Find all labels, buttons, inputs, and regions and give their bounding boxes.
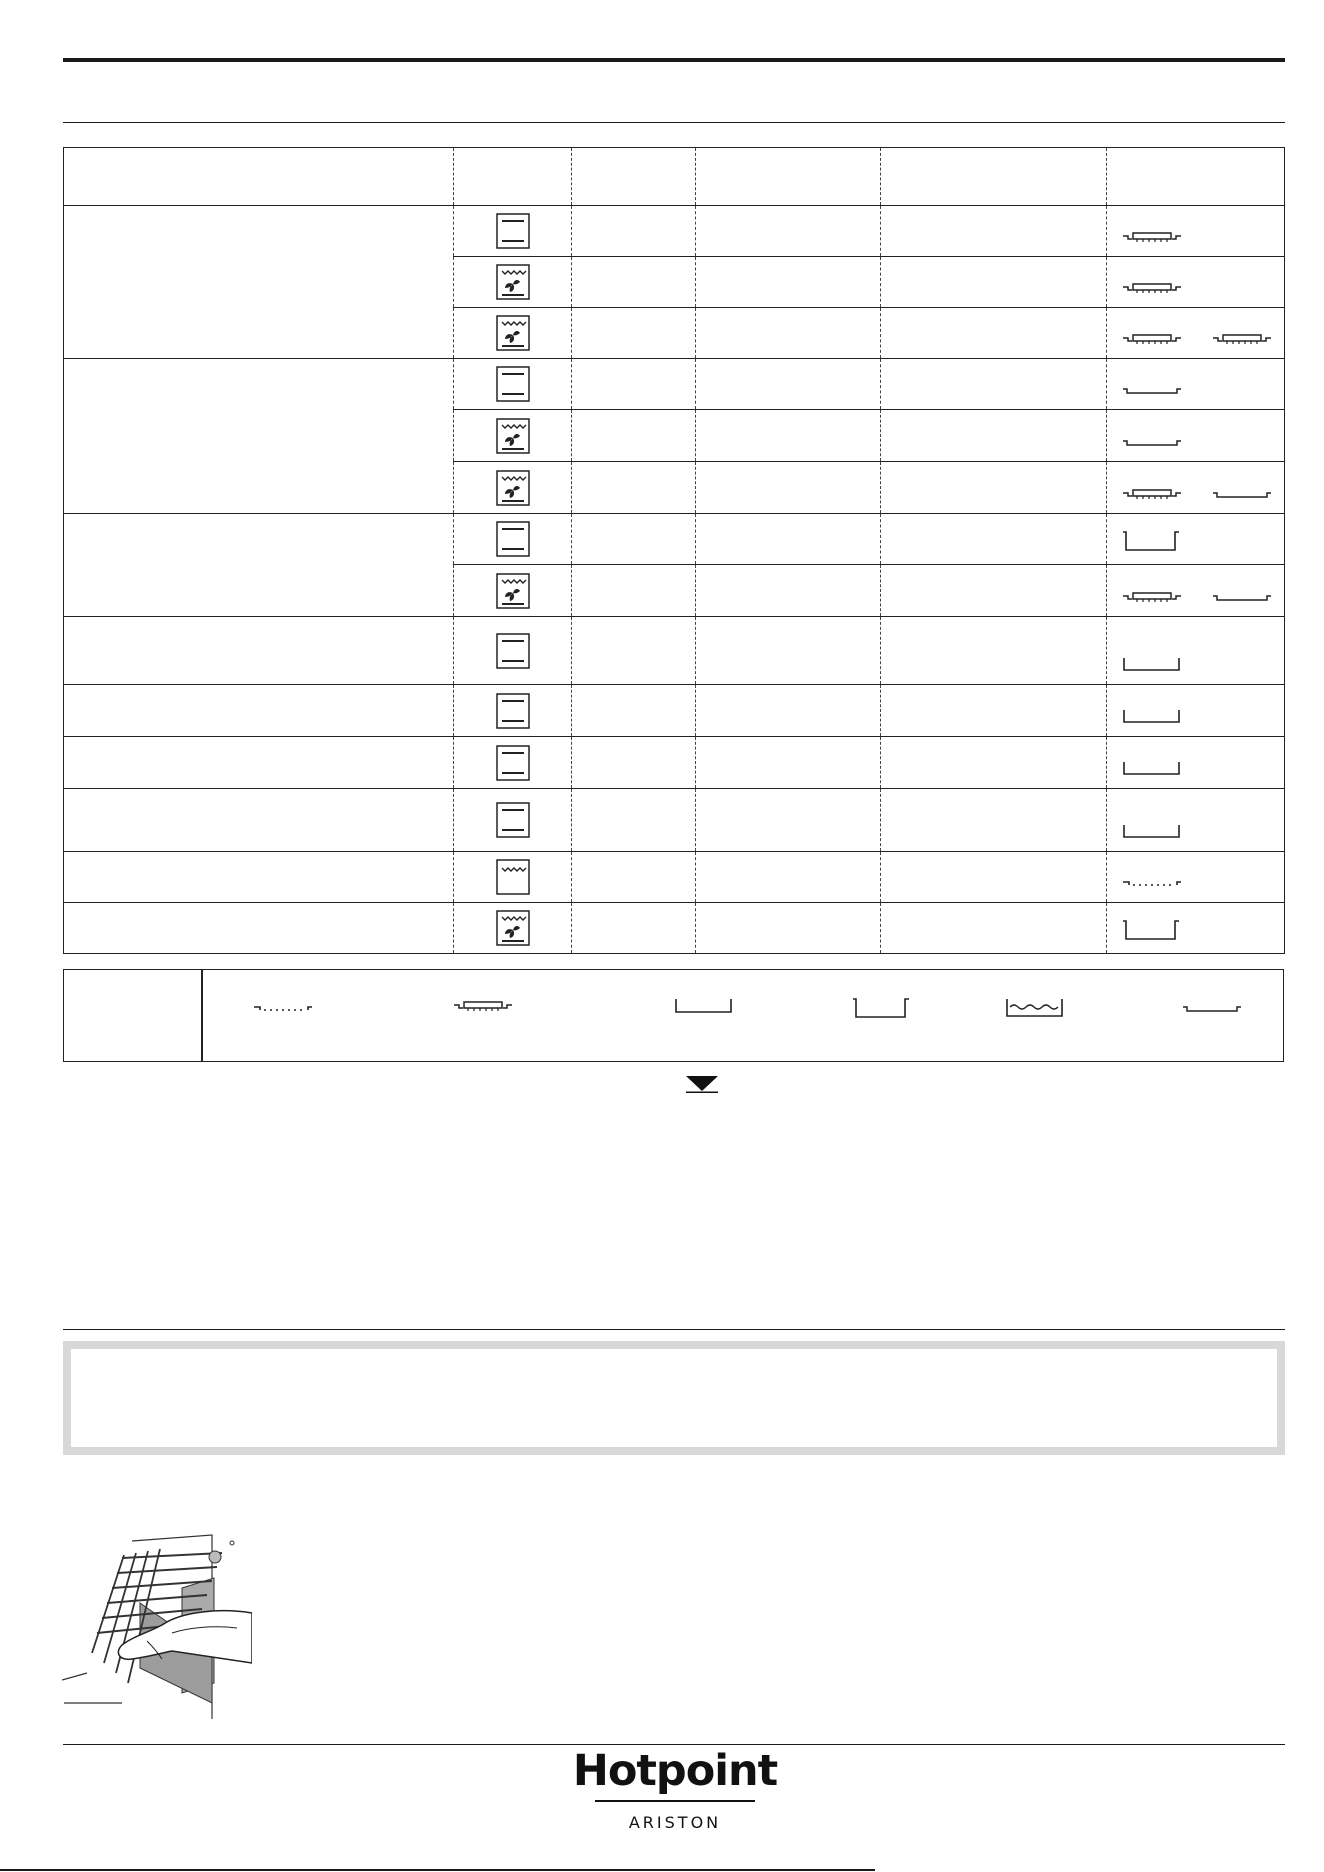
oven-conventional-icon [496,366,530,402]
accessories-cell [1107,359,1285,410]
accessories-cell [1107,685,1285,737]
accessories-cell [1107,852,1285,903]
brand-name: Hotpoint [572,1746,778,1796]
function-cell [454,737,572,789]
header-cell-food [64,148,454,206]
wire-shelf-icon [1121,873,1183,896]
accessories-cell [1107,462,1285,514]
header-cell-temperature [696,148,881,206]
accessory-legend [63,969,1284,1062]
table-row [64,514,1285,565]
oven-fan-assisted-icon [496,418,530,454]
accessories-cell [1107,789,1285,852]
function-cell [454,308,572,359]
down-triangle-icon [686,1076,718,1093]
shallow-pan-icon [1121,655,1183,678]
oven-fan-assisted-icon [496,315,530,351]
preheat-cell [572,737,696,789]
cooking-table [63,147,1285,954]
table-row [64,685,1285,737]
food-cell [64,789,454,852]
function-cell [454,565,572,617]
table-row [64,206,1285,257]
duration-cell [881,359,1107,410]
accessories-cell [1107,410,1285,462]
accessories-cell [1107,308,1285,359]
oven-conventional-icon [496,802,530,838]
shallow-pan-icon [1121,759,1183,782]
duration-cell [881,789,1107,852]
table-row [64,789,1285,852]
duration-cell [881,206,1107,257]
food-cell [64,359,454,514]
function-cell [454,685,572,737]
accessories-cell [1107,737,1285,789]
baking-tray-icon [1121,329,1183,352]
preheat-cell [572,308,696,359]
duration-cell [881,462,1107,514]
table-row [64,359,1285,410]
flat-tray-icon [1121,380,1183,403]
preheat-cell [572,565,696,617]
temperature-cell [696,308,881,359]
food-cell [64,206,454,359]
water-pan-icon [1004,996,1066,1020]
temperature-cell [696,410,881,462]
preheat-cell [572,903,696,954]
duration-cell [881,903,1107,954]
function-cell [454,903,572,954]
note-box [63,1341,1285,1455]
duration-cell [881,514,1107,565]
function-cell [454,852,572,903]
table-header-row [64,148,1285,206]
food-cell [64,685,454,737]
brand-bar [595,1800,755,1802]
top-thin-rule [63,122,1285,123]
duration-cell [881,852,1107,903]
preheat-cell [572,789,696,852]
oven-conventional-icon [496,213,530,249]
brand-subtitle: ARISTON [628,1813,722,1832]
temperature-cell [696,685,881,737]
function-cell [454,206,572,257]
oven-fan-assisted-icon [496,573,530,609]
preheat-cell [572,206,696,257]
shelf-guide-removal-illustration [62,1533,252,1723]
deep-pan-icon [1121,529,1183,558]
section-rule [63,1329,1285,1330]
baking-tray-icon [1121,484,1183,507]
accessories-cell [1107,565,1285,617]
preheat-cell [572,462,696,514]
function-cell [454,257,572,308]
temperature-cell [696,617,881,685]
oven-conventional-icon [496,521,530,557]
baking-tray-icon [452,996,514,1016]
shallow-pan-icon [1121,822,1183,845]
temperature-cell [696,257,881,308]
accessories-cell [1107,617,1285,685]
oven-grill-icon [496,859,530,895]
function-cell [454,359,572,410]
temperature-cell [696,514,881,565]
temperature-cell [696,789,881,852]
food-cell [64,737,454,789]
baking-tray-icon [1121,587,1183,610]
function-cell [454,410,572,462]
function-cell [454,789,572,852]
baking-tray-icon [1211,329,1273,352]
table-row [64,737,1285,789]
flat-tray-icon [1121,432,1183,455]
oven-conventional-icon [496,633,530,669]
bottom-edge-rule [0,1869,875,1871]
accessories-cell [1107,514,1285,565]
duration-cell [881,308,1107,359]
temperature-cell [696,903,881,954]
temperature-cell [696,852,881,903]
header-cell-duration [881,148,1107,206]
shallow-pan-icon [673,996,735,1016]
table-row [64,852,1285,903]
baking-tray-icon [1121,227,1183,250]
temperature-cell [696,359,881,410]
deep-pan-icon [1121,918,1183,947]
shallow-pan-icon [1121,707,1183,730]
function-cell [454,514,572,565]
flat-tray-icon [1181,996,1243,1016]
header-cell-accessories [1107,148,1285,206]
preheat-cell [572,617,696,685]
temperature-cell [696,565,881,617]
temperature-cell [696,206,881,257]
table-row [64,903,1285,954]
function-cell [454,462,572,514]
legend-divider [201,970,203,1061]
baking-tray-icon [1121,278,1183,301]
deep-pan-icon [851,996,913,1020]
oven-fan-assisted-icon [496,910,530,946]
flat-tray-icon [1211,587,1273,610]
duration-cell [881,410,1107,462]
accessories-cell [1107,903,1285,954]
duration-cell [881,565,1107,617]
top-thick-rule [63,58,1285,62]
food-cell [64,852,454,903]
duration-cell [881,737,1107,789]
brand-logo [560,1747,790,1832]
footer-rule [63,1744,1285,1745]
oven-fan-assisted-icon [496,470,530,506]
preheat-cell [572,852,696,903]
preheat-cell [572,359,696,410]
duration-cell [881,685,1107,737]
preheat-cell [572,514,696,565]
preheat-cell [572,410,696,462]
oven-fan-assisted-icon [496,264,530,300]
food-cell [64,903,454,954]
food-cell [64,514,454,617]
table-row [64,617,1285,685]
temperature-cell [696,462,881,514]
preheat-cell [572,685,696,737]
temperature-cell [696,737,881,789]
flat-tray-icon [1211,484,1273,507]
duration-cell [881,257,1107,308]
header-cell-function [454,148,572,206]
preheat-cell [572,257,696,308]
accessories-cell [1107,206,1285,257]
oven-conventional-icon [496,693,530,729]
duration-cell [881,617,1107,685]
oven-conventional-icon [496,745,530,781]
wire-shelf-icon [252,996,314,1016]
header-cell-preheat [572,148,696,206]
function-cell [454,617,572,685]
food-cell [64,617,454,685]
accessories-cell [1107,257,1285,308]
